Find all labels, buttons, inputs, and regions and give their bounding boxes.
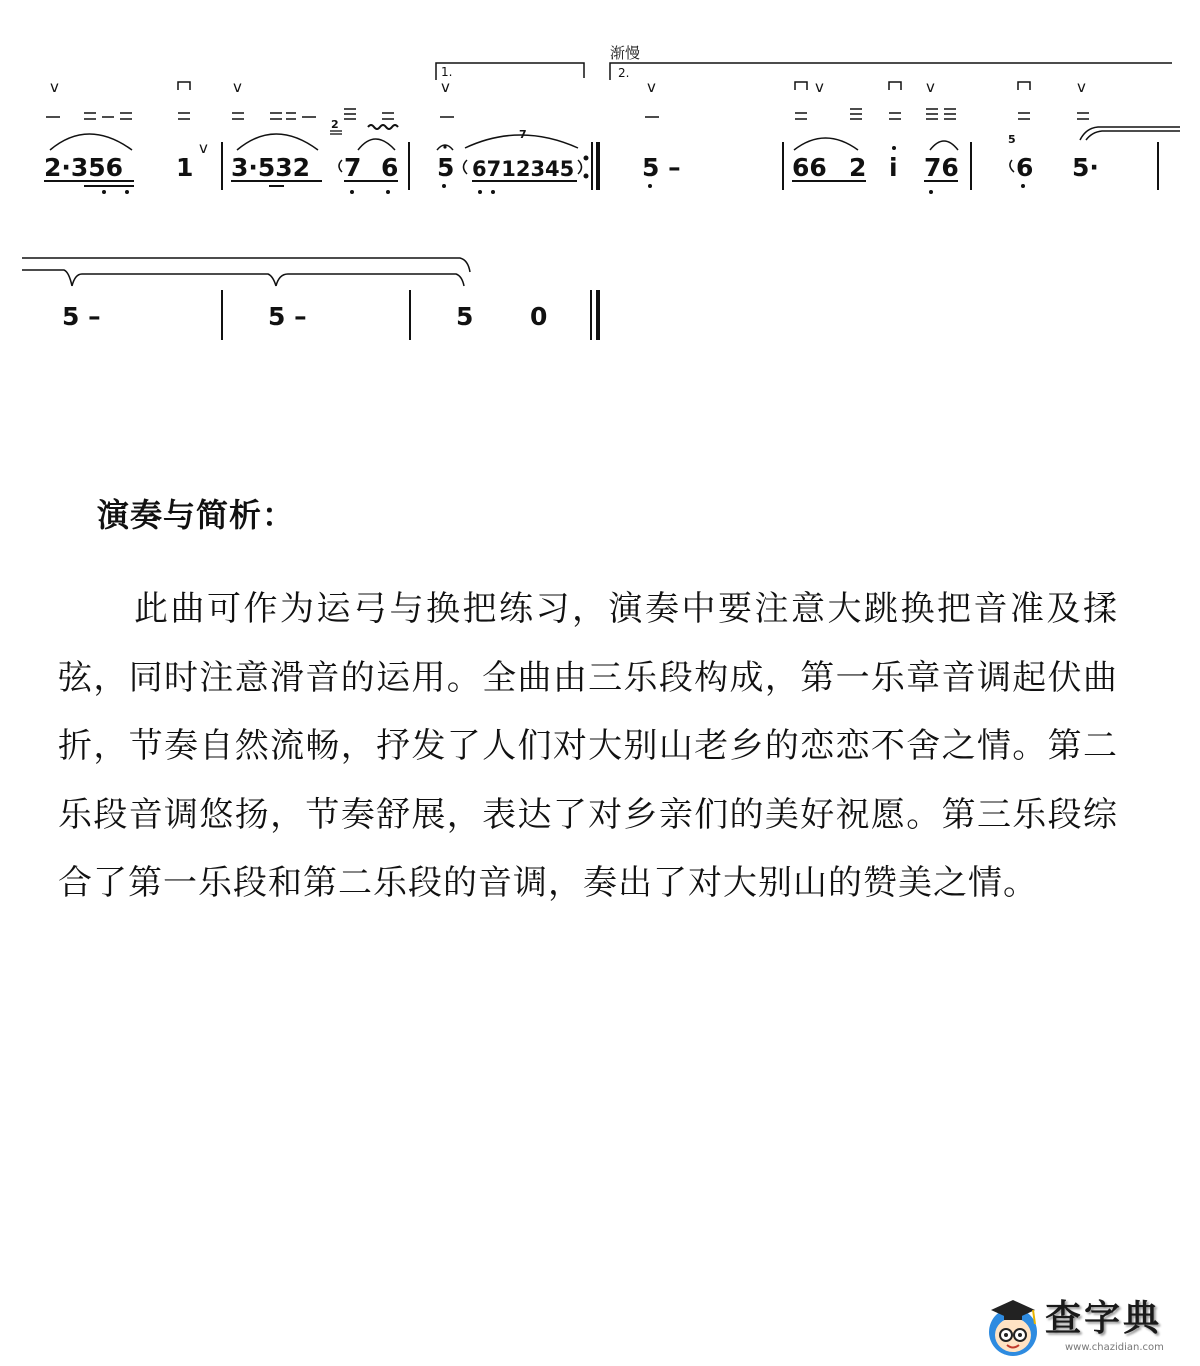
svg-text:5 –: 5 – (62, 302, 101, 331)
svg-text:6: 6 (1016, 153, 1034, 182)
ties-line2 (22, 258, 470, 286)
svg-text:76: 76 (924, 153, 959, 182)
volta-1-label: 1. (441, 65, 453, 79)
svg-text:3·532: 3·532 (231, 153, 311, 182)
svg-text:0: 0 (530, 302, 548, 331)
svg-text:v: v (199, 139, 208, 157)
svg-text:2: 2 (849, 153, 867, 182)
svg-text:v: v (441, 78, 450, 96)
grace-note-5: 5 (1008, 133, 1016, 146)
svg-text:2·356: 2·356 (44, 153, 124, 182)
svg-text:66: 66 (792, 153, 827, 182)
trill-sign (368, 125, 398, 129)
watermark-url: www.chazidian.com (1065, 1342, 1164, 1353)
score-svg (0, 0, 1200, 360)
svg-text:7: 7 (344, 153, 362, 182)
svg-text:v: v (50, 78, 59, 96)
svg-text:5 –: 5 – (268, 302, 307, 331)
grace-note-2: 2 (331, 118, 339, 131)
svg-text:i: i (889, 153, 898, 182)
watermark-logo (985, 1290, 1195, 1362)
up-bow-marks (50, 78, 1086, 157)
repeat-dot-bottom (584, 174, 589, 179)
repeat-dot-top (584, 156, 589, 161)
music-score (0, 0, 1200, 360)
svg-text:1: 1 (176, 153, 194, 182)
down-bow-marks (178, 82, 1030, 90)
svg-text:v: v (647, 78, 656, 96)
mascot-icon (985, 1290, 1045, 1362)
svg-text:v: v (1077, 78, 1086, 96)
volta-2-bracket (610, 63, 1172, 80)
svg-text:v: v (926, 78, 935, 96)
svg-text:5 –: 5 – (642, 153, 681, 182)
volta-2-label: 2. (618, 66, 630, 80)
svg-text:6: 6 (381, 153, 399, 182)
svg-text:v: v (815, 78, 824, 96)
notes-line2 (62, 302, 547, 331)
svg-text:5: 5 (456, 302, 474, 331)
tuplet-number: 7 (519, 128, 527, 141)
analysis-paragraph: 此曲可作为运弓与换把练习，演奏中要注意大跳换把音准及揉弦，同时注意滑音的运用。全曲由三乐段构成，第一乐章音调起伏曲折，节奏自然流畅，抒发了人们对大别山老乡的恋恋不舍之情。第二乐段音调悠扬，节奏舒展，表达了对乡亲们的美好祝愿。第三乐段综合了第一乐段和第二乐段的音调，奏出了对大别山的赞美之情。 (58, 589, 1118, 903)
volta-1-bracket (436, 63, 584, 80)
section-heading: 演奏与简析： (97, 496, 296, 534)
svg-text:5·: 5· (1072, 153, 1099, 182)
notes-line1 (44, 153, 1099, 182)
watermark-name: 查字典 (1045, 1298, 1163, 1339)
tempo-marking: 渐慢 (610, 44, 641, 62)
svg-text:5: 5 (437, 153, 455, 182)
svg-text:6712345: 6712345 (472, 157, 575, 181)
fingering-dashes (46, 109, 1089, 119)
svg-text:v: v (233, 78, 242, 96)
